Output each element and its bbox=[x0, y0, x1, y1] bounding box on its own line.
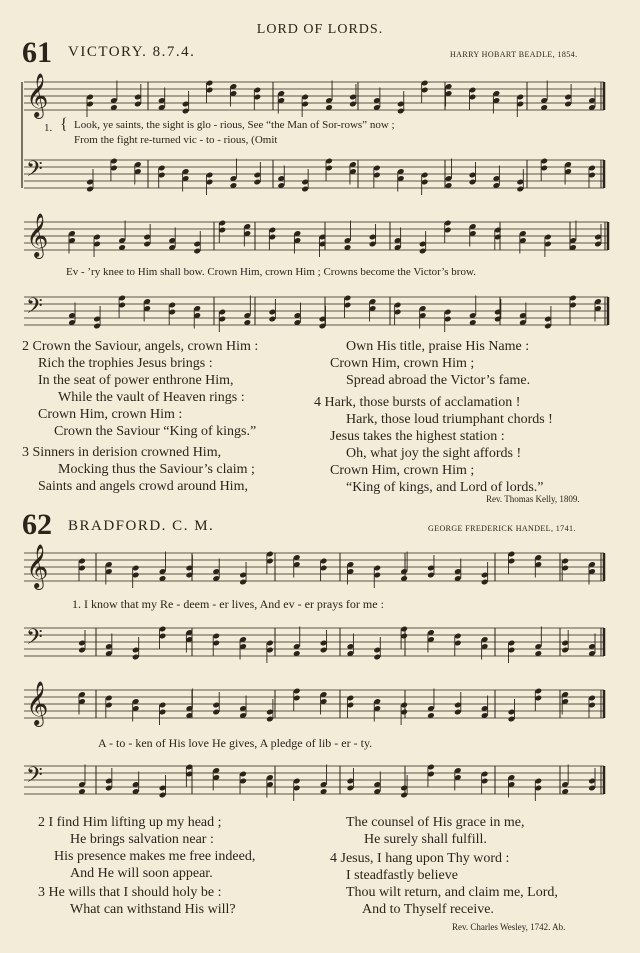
hymn-62-number: 62 bbox=[22, 508, 52, 541]
stanza-line: 2 I find Him lifting up my head ; bbox=[38, 815, 222, 830]
stanza-line: Crown Him, crown Him : bbox=[38, 407, 183, 422]
treble-clef-icon: 𝄞 bbox=[26, 213, 49, 257]
stanza-line: I steadfastly believe bbox=[346, 868, 458, 883]
stanza-line: Thou wilt return, and claim me, Lord, bbox=[346, 885, 558, 900]
hymn-62-lyric-line-b: A - to - ken of His love He gives, A pledge of lib - er - ty. bbox=[98, 736, 373, 750]
stanza-line: He surely shall fulfill. bbox=[364, 832, 487, 847]
bass-clef-icon: 𝄢 bbox=[26, 294, 43, 324]
stanza-line: 4 Hark, those bursts of acclamation ! bbox=[314, 395, 521, 410]
stanza-line: 3 Sinners in derision crowned Him, bbox=[22, 445, 222, 460]
hymn-61-verse-number: 1. bbox=[44, 122, 53, 134]
treble-clef-icon: 𝄞 bbox=[26, 544, 49, 588]
stanza-line: He brings salvation near : bbox=[70, 832, 214, 847]
stanza-line: Rich the trophies Jesus brings : bbox=[38, 356, 213, 371]
hymn-62-composer: GEORGE FREDERICK HANDEL, 1741. bbox=[428, 524, 576, 533]
stanza-line: While the vault of Heaven rings : bbox=[58, 390, 245, 405]
stanza-line: Hark, those loud triumphant chords ! bbox=[346, 412, 553, 427]
stanza-line: In the seat of power enthrone Him, bbox=[38, 373, 234, 388]
hymn-61-lyric-line-b: From the fight re-turned vic - to - rious, (Omit bbox=[74, 134, 278, 146]
stanza-line: The counsel of His grace in me, bbox=[346, 815, 525, 830]
stanza-line: Jesus takes the highest station : bbox=[330, 429, 505, 444]
stanza-line: What can withstand His will? bbox=[70, 902, 236, 917]
bass-clef-icon: 𝄢 bbox=[26, 157, 43, 187]
hymn-61-number: 61 bbox=[22, 36, 52, 69]
hymn-61-brace-left: { bbox=[60, 116, 68, 133]
hymn-61-composer: HARRY HOBART BEADLE, 1854. bbox=[450, 50, 578, 59]
treble-clef-icon: 𝄞 bbox=[26, 73, 49, 117]
stanza-line: “King of kings, and Lord of lords.” bbox=[346, 480, 544, 495]
hymn-61-lyric-line-c: Ev - ’ry knee to Him shall bow. Crown Him, crown Him ; Crowns become the Victor’s brow. bbox=[66, 266, 476, 278]
stanza-line: And to Thyself receive. bbox=[362, 902, 494, 917]
stanza-line: Own His title, praise His Name : bbox=[346, 339, 530, 354]
hymn-62-author: Rev. Charles Wesley, 1742. Ab. bbox=[452, 922, 566, 932]
stanza-line: Spread abroad the Victor’s fame. bbox=[346, 373, 531, 388]
stanza-line: Oh, what joy the sight affords ! bbox=[346, 446, 522, 461]
stanza-line: 2 Crown the Saviour, angels, crown Him : bbox=[22, 339, 259, 354]
stanza-line: Mocking thus the Saviour’s claim ; bbox=[58, 462, 255, 477]
stanza-line: Saints and angels crowd around Him, bbox=[38, 479, 248, 494]
hymn-61-author: Rev. Thomas Kelly, 1809. bbox=[486, 494, 580, 504]
stanza-line: Crown Him, crown Him ; bbox=[330, 356, 475, 371]
stanza-line: Crown the Saviour “King of kings.” bbox=[54, 424, 257, 439]
bass-clef-icon: 𝄢 bbox=[26, 763, 43, 793]
bass-clef-icon: 𝄢 bbox=[26, 625, 43, 655]
stanza-line: 3 He wills that I should holy be : bbox=[38, 885, 222, 900]
hymn-62-lyric-line-a: 1. I know that my Re - deem - er lives, And ev - er prays for me : bbox=[72, 597, 384, 611]
hymn-62-tune-name: BRADFORD. C. M. bbox=[68, 518, 215, 534]
stanza-line: 4 Jesus, I hang upon Thy word : bbox=[330, 851, 510, 866]
hymn-61-tune-name: VICTORY. 8.7.4. bbox=[68, 44, 196, 60]
running-head: LORD OF LORDS. bbox=[256, 22, 384, 37]
stanza-line: Crown Him, crown Him ; bbox=[330, 463, 475, 478]
stanza-line: And He will soon appear. bbox=[70, 866, 213, 881]
treble-clef-icon: 𝄞 bbox=[26, 681, 49, 725]
hymn-61-lyric-line-a: Look, ye saints, the sight is glo - rious, See “the Man of Sor-rows” now ; bbox=[74, 119, 395, 131]
stanza-line: His presence makes me free indeed, bbox=[54, 849, 256, 864]
